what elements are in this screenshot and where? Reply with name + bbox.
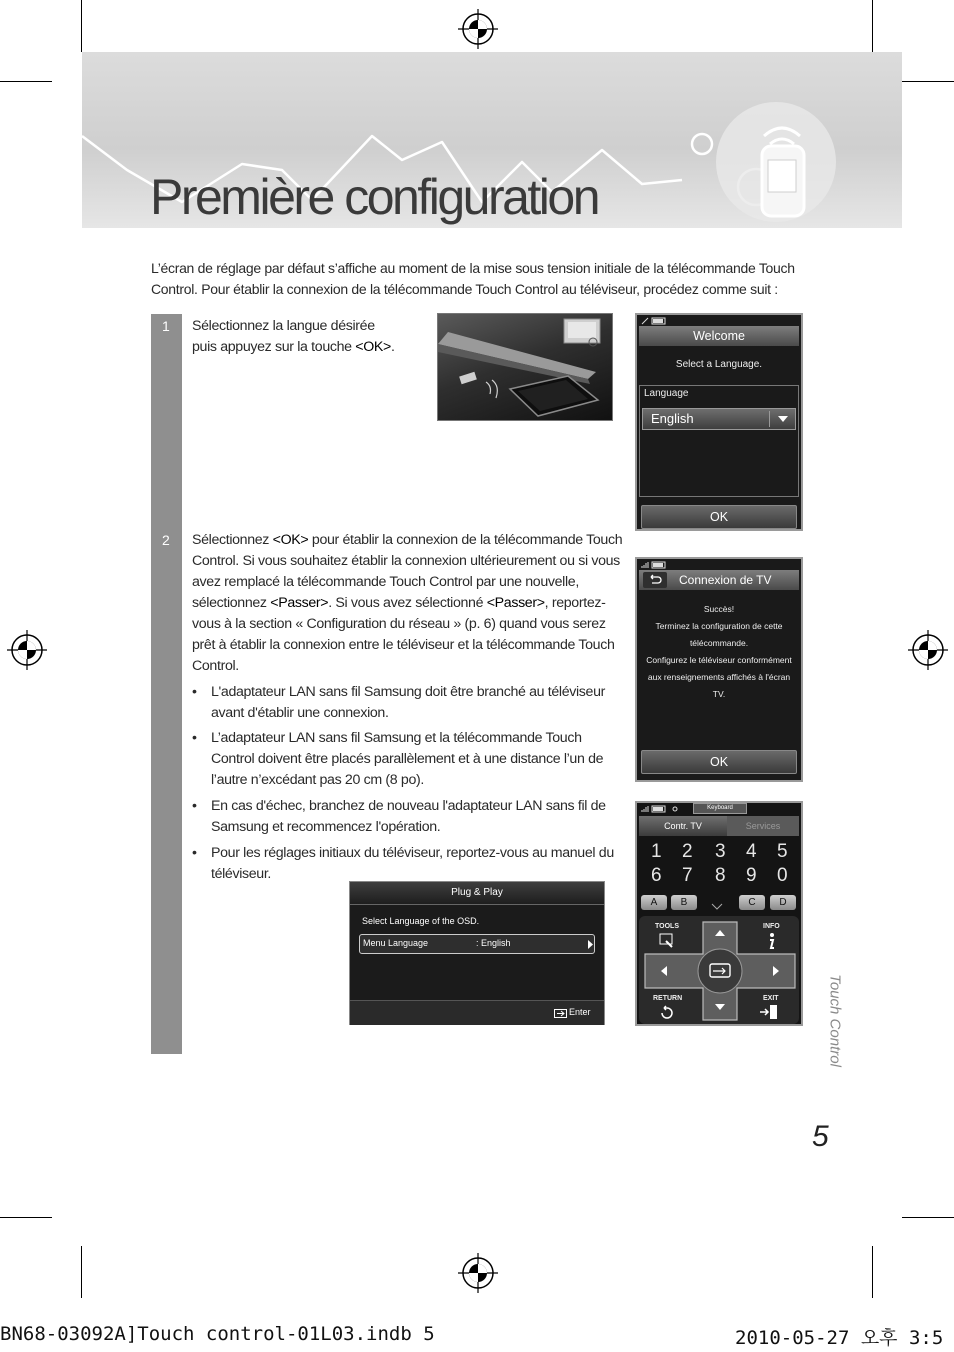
language-panel xyxy=(639,385,799,497)
screen-header xyxy=(639,570,799,590)
list-item xyxy=(192,796,622,838)
osd-plug-play xyxy=(349,881,605,1025)
intro-paragraph: L’écran de réglage par défaut s’affiche au moment de la mise sous tension initiale de la télécommande Touch Control. Pour établir la connexion de la télécommande Touch Control au téléviseur, procédez comme suit : xyxy=(151,260,795,297)
crop-mark xyxy=(902,1217,954,1218)
bullet-mark: • xyxy=(192,845,197,861)
screen-header: Welcome xyxy=(639,326,799,346)
tab-services[interactable]: Services xyxy=(745,821,781,831)
osd-prompt: Select Language of the OSD. xyxy=(362,916,480,926)
text-run: puis appuyez sur la touche xyxy=(192,339,356,355)
osd-header: Plug & Play xyxy=(350,882,604,905)
ok-button[interactable]: OK xyxy=(641,505,797,529)
tab-contr-tv[interactable]: Contr. TV xyxy=(639,816,727,836)
footer-timestamp: 2010-05-27 오후 3:5 xyxy=(735,1327,944,1349)
ok-button[interactable]: OK xyxy=(641,750,797,774)
connection-screen xyxy=(635,557,803,782)
step-text-line xyxy=(192,337,432,358)
info-icon xyxy=(765,932,777,950)
message-line: aux renseignements affichés à l'écran xyxy=(647,672,791,682)
osd-footer xyxy=(350,1000,604,1025)
color-key-d[interactable]: D xyxy=(770,895,796,910)
dropdown-divider xyxy=(769,411,770,427)
crop-mark xyxy=(902,81,954,82)
crop-mark xyxy=(0,1217,52,1218)
digit-key[interactable]: 8 xyxy=(715,865,726,886)
digit-key[interactable]: 2 xyxy=(682,841,693,862)
list-item xyxy=(192,728,622,791)
message-line: Terminez la configuration de cette xyxy=(655,621,783,631)
digit-key[interactable]: 4 xyxy=(746,841,757,862)
screen-header-title: Connexion de TV xyxy=(679,573,772,587)
registration-mark-icon xyxy=(458,9,498,49)
tools-icon xyxy=(659,933,675,949)
message-line: télécommande. xyxy=(689,638,749,648)
key-label: <OK> xyxy=(272,532,309,548)
crop-mark xyxy=(872,1246,873,1298)
bullet-text: L'adaptateur LAN sans fil Samsung doit être branché au téléviseur avant d'établir une connexion. xyxy=(211,684,606,721)
chevron-down-icon[interactable] xyxy=(711,903,723,910)
step-2-text xyxy=(192,530,628,677)
text-run: . xyxy=(390,339,395,355)
signal-battery-icon xyxy=(641,805,689,815)
digit-key[interactable]: 7 xyxy=(682,865,693,886)
exit-icon xyxy=(759,1004,779,1020)
return-label[interactable]: RETURN xyxy=(653,995,683,1002)
remote-screen xyxy=(635,801,803,1026)
key-label: <Passer> xyxy=(486,595,545,611)
enter-icon xyxy=(554,1009,567,1018)
digit-key[interactable]: 3 xyxy=(715,841,726,862)
bullet-mark: • xyxy=(192,798,197,814)
digit-key[interactable]: 0 xyxy=(777,865,788,886)
return-icon xyxy=(659,1005,675,1021)
enter-label[interactable]: Enter xyxy=(569,1007,591,1017)
tools-label[interactable]: TOOLS xyxy=(655,923,679,930)
tab-bar xyxy=(639,816,799,836)
row-value: : English xyxy=(476,938,511,948)
step-1-text xyxy=(192,316,432,358)
message-line: Succès! xyxy=(703,604,735,614)
back-icon[interactable] xyxy=(643,572,667,588)
crop-mark xyxy=(81,1246,82,1298)
page-title: Première configuration xyxy=(150,169,599,225)
text-run: pour établir la connexion de la télécommande Touch Control. Si vous souhaitez établir la connexion ultérieurement ou si vous avez remplacé la télécommande Touch Control par une nouvelle, sélectionnez xyxy=(192,532,623,611)
digit-key[interactable]: 9 xyxy=(746,865,757,886)
screen-prompt: Select a Language. xyxy=(675,359,763,370)
step-number: 2 xyxy=(162,532,170,548)
color-key-c[interactable]: C xyxy=(739,895,765,910)
color-key-b[interactable]: B xyxy=(671,895,697,910)
tv-remote-photo xyxy=(437,313,613,421)
bullet-text: En cas d'échec, branchez de nouveau l'adaptateur LAN sans fil de Samsung et recommencez l'opération. xyxy=(211,798,606,835)
step-bar xyxy=(151,314,182,1054)
bullet-mark: • xyxy=(192,684,197,700)
list-item xyxy=(192,682,622,724)
bullet-text: L’adaptateur LAN sans fil Samsung et la télécommande Touch Control doivent être placés parallèlement et à une distance l’un de l’autre n’excédant pas 20 cm (8 po). xyxy=(211,730,604,788)
digit-key[interactable]: 1 xyxy=(651,841,662,862)
digit-key[interactable]: 6 xyxy=(651,865,662,886)
crop-mark xyxy=(81,0,82,52)
message-line: TV. xyxy=(712,689,726,699)
dropdown-value: English xyxy=(651,411,694,426)
text-run: Sélectionnez xyxy=(192,532,273,548)
text-run: . Si vous avez sélectionné xyxy=(328,595,487,611)
info-label[interactable]: INFO xyxy=(763,923,780,930)
digit-key[interactable]: 5 xyxy=(777,841,788,862)
side-section-label: Touch Control xyxy=(826,974,844,1067)
registration-mark-icon xyxy=(458,1253,498,1293)
step-number: 1 xyxy=(162,318,170,334)
row-label: Menu Language xyxy=(363,938,429,948)
color-key-a[interactable]: A xyxy=(641,895,667,910)
welcome-screen xyxy=(635,313,803,531)
chevron-right-icon xyxy=(588,940,593,949)
exit-label[interactable]: EXIT xyxy=(763,995,779,1002)
key-label: <Passer> xyxy=(270,595,329,611)
field-label: Language xyxy=(644,388,689,399)
bullet-text: Pour les réglages initiaux du téléviseur, reportez-vous au manuel du téléviseur. xyxy=(211,845,614,882)
text-run: , reportez-vous à la section « Configuration du réseau » (p. 6) quand vous serez prêt à établir la connexion entre le téléviseur et la télécommande Touch Control. xyxy=(192,595,615,674)
step-text-line: Sélectionnez la langue désirée xyxy=(192,318,375,334)
registration-mark-icon xyxy=(7,630,47,670)
message-line: Configurez le téléviseur conformément xyxy=(646,655,792,665)
menu-language-row[interactable] xyxy=(359,934,595,954)
status-message xyxy=(637,601,801,703)
keyboard-tab[interactable]: Keyboard xyxy=(693,803,747,814)
page-number: 5 xyxy=(812,1120,829,1153)
key-label: <OK> xyxy=(355,339,391,355)
tv-remote-illustration xyxy=(438,314,612,420)
language-dropdown[interactable] xyxy=(642,408,796,430)
bullet-mark: • xyxy=(192,730,197,746)
footer-file-info: BN68-03092A]Touch control-01L03.indb 5 xyxy=(0,1323,435,1345)
registration-mark-icon xyxy=(908,630,948,670)
chevron-down-icon xyxy=(778,416,788,423)
crop-mark xyxy=(872,0,873,52)
crop-mark xyxy=(0,81,52,82)
list-item xyxy=(192,843,622,885)
